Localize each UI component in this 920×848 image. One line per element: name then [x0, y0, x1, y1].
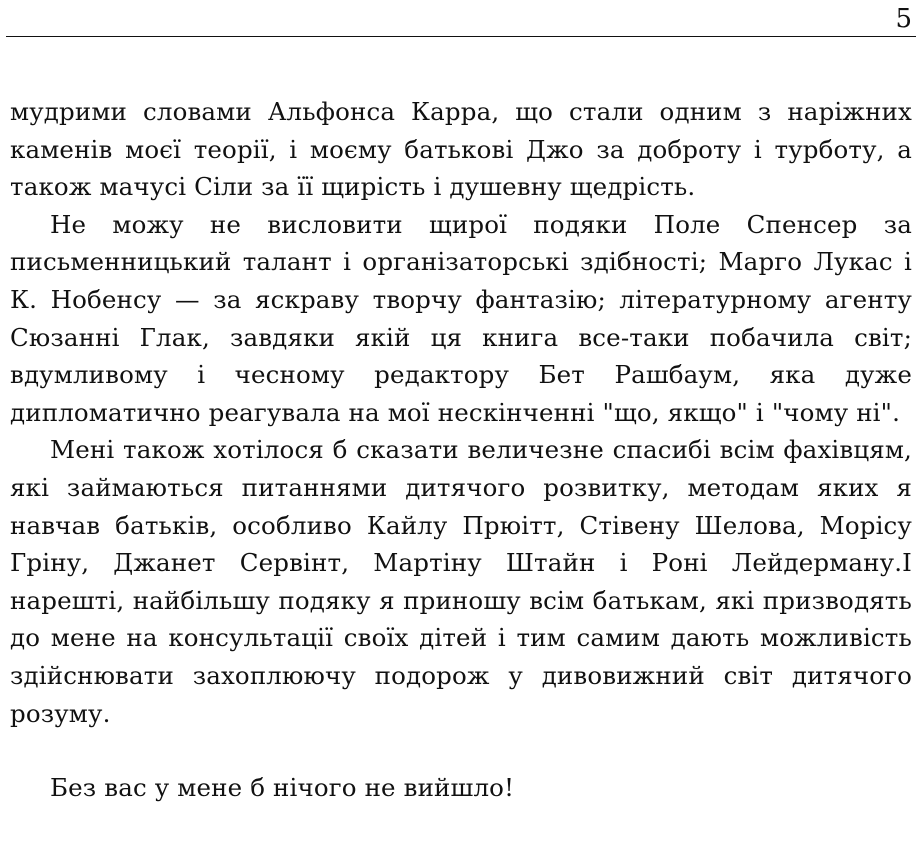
paragraph-thanks-editors: Не можу не висловити щирої подяки Поле Спенсер за письменницький талант і організаторські здібності; Марго Лукас і К. Нобенсу — за яскраву творчу фантазію; літературному агенту Сюзанні Глак, завдяки якій ця книга все-таки побачила світ; вдумливому і чесному редактору Бет Рашбаум, яка дуже дипломатично реагувала на мої нескінченні "що, якщо" і "чому ні".	[10, 209, 912, 427]
closing-line: Без вас у мене б нічого не вийшло!	[50, 773, 515, 803]
paragraph-continuation: мудрими словами Альфонса Карра, що стали одним з наріжних каменів моєї теорії, і моєму батькові Джо за доброту і турботу, а також мачусі Сіли за її щирість і душевну щедрість.	[10, 97, 912, 202]
body-text	[10, 93, 912, 807]
page-number: 5	[895, 4, 912, 34]
paragraph-thanks-specialists: Мені також хотілося б сказати величезне спасибі всім фахівцям, які займаються питаннями дитячого розвитку, методам яких я навчав батьків, особливо Кайлу Прюітт, Стівену Шелова, Морісу Гріну, Джанет Сервінт, Мартіну Штайн і Роні Лейдерману.І нарешті, найбільшу подяку я приношу всім батькам, які призводять до мене на консультації своїх дітей і тим самим дають можливість здійснювати захоплюючу подорож у дивовижний світ дитячого розуму.	[10, 435, 912, 728]
header-rule	[6, 36, 916, 37]
